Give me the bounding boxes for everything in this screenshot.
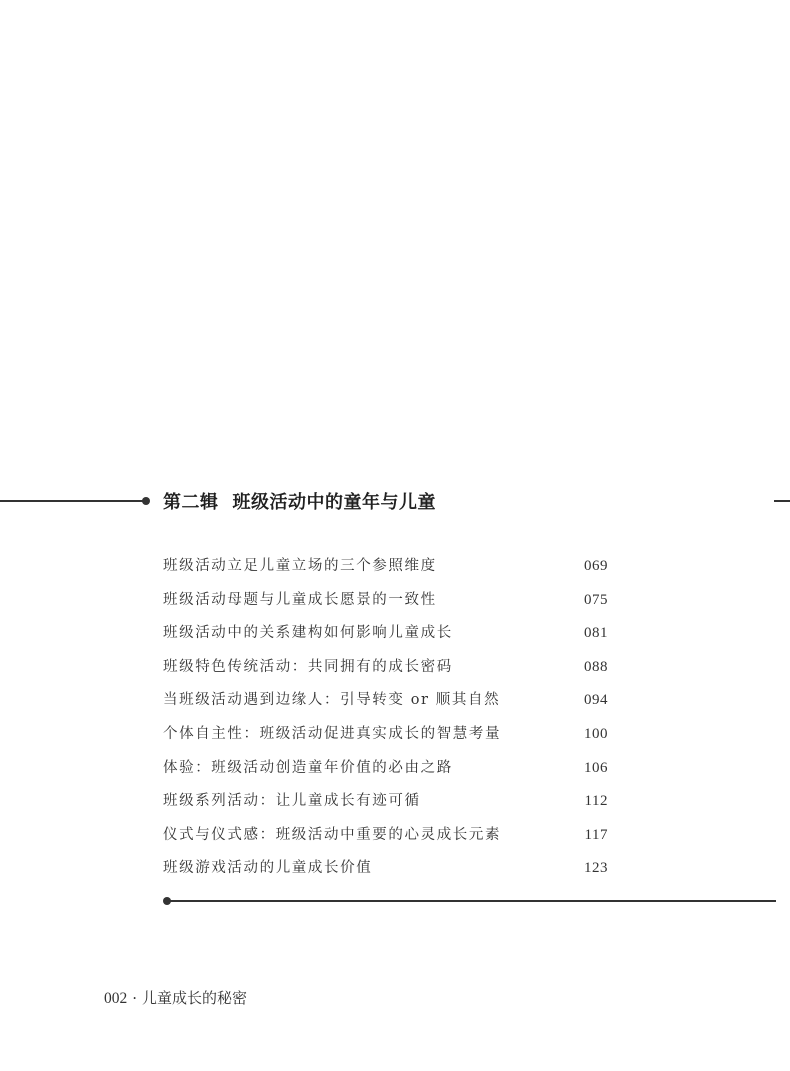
toc-entry-title: 个体自主性：班级活动促进真实成长的智慧考量 [163, 725, 502, 742]
toc-entry[interactable] [163, 654, 608, 688]
toc-entry-page: 112 [584, 793, 608, 810]
toc-entry-page: 094 [584, 692, 608, 709]
toc-entry[interactable] [163, 687, 608, 721]
toc-entry-page: 088 [584, 658, 608, 675]
toc-entry-title: 班级活动立足儿童立场的三个参照维度 [163, 558, 437, 574]
book-title: 儿童成长的秘密 [142, 989, 248, 1007]
toc-entry-title: 班级系列活动：让儿童成长有迹可循 [163, 793, 421, 810]
toc-entry[interactable] [163, 620, 608, 654]
toc-entry-title: 班级游戏活动的儿童成长价值 [163, 860, 373, 877]
toc-entry[interactable] [163, 755, 608, 789]
page-number: 002 [104, 990, 128, 1007]
section-name: 班级活动中的童年与儿童 [232, 492, 436, 513]
toc-entry-page: 106 [584, 759, 608, 776]
header-rule-right [774, 500, 790, 502]
toc-entry-title: 当班级活动遇到边缘人：引导转变 or 顺其自然 [163, 692, 501, 709]
toc-entry-title: 班级活动母题与儿童成长愿景的一致性 [163, 591, 437, 608]
page-footer [104, 987, 247, 1008]
bottom-rule [170, 900, 776, 902]
toc-entry-page: 081 [584, 625, 608, 642]
header-rule-left [0, 500, 144, 502]
section-header [0, 486, 790, 516]
toc-entry-title: 仪式与仪式感：班级活动中重要的心灵成长元素 [163, 826, 502, 843]
toc-entry-page: 117 [584, 826, 608, 843]
toc-entry-page: 069 [584, 558, 608, 574]
toc-entry-title: 班级活动中的关系建构如何影响儿童成长 [163, 625, 453, 642]
toc-entry-page: 123 [584, 860, 608, 877]
toc-entry[interactable] [163, 822, 608, 856]
toc-entry-title: 体验：班级活动创造童年价值的必由之路 [163, 759, 453, 776]
toc-entry-page: 100 [584, 725, 608, 742]
toc-entry[interactable] [163, 788, 608, 822]
toc-entry-page: 075 [584, 591, 608, 608]
toc-entry[interactable] [163, 721, 608, 755]
table-of-contents [163, 553, 608, 889]
toc-entry[interactable] [163, 855, 608, 889]
section-label: 第二辑 [163, 492, 219, 513]
section-title [163, 488, 436, 514]
toc-entry-title: 班级特色传统活动：共同拥有的成长密码 [163, 658, 453, 675]
toc-entry[interactable] [163, 587, 608, 621]
toc-entry[interactable] [163, 553, 608, 587]
header-rule-dot [142, 497, 150, 505]
footer-separator: · [132, 989, 138, 1007]
